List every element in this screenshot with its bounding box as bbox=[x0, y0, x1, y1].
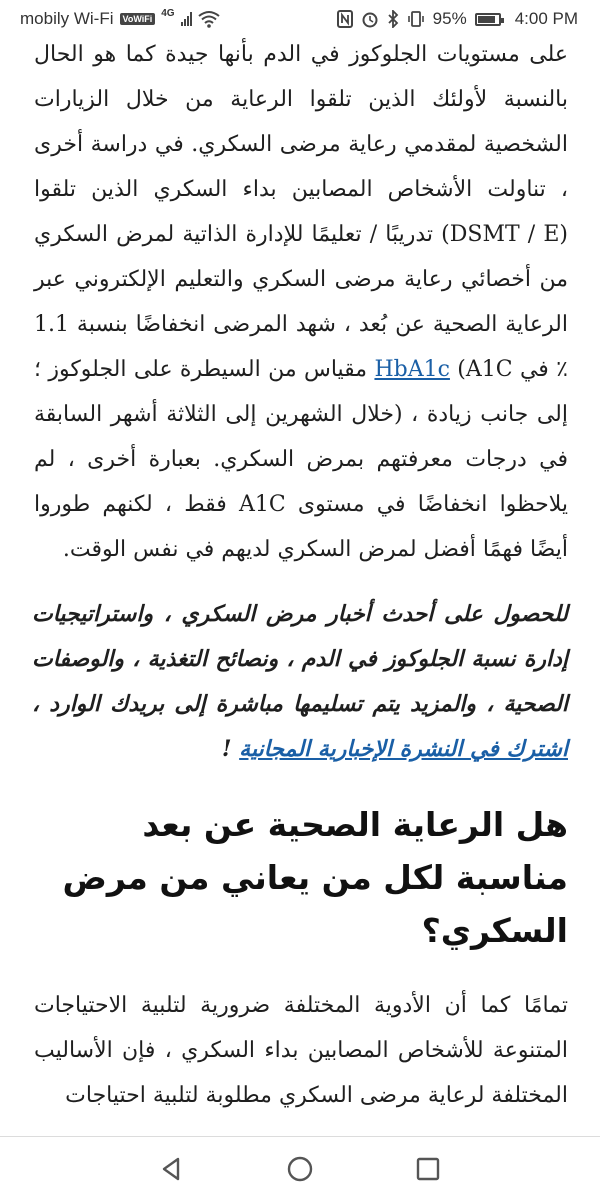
vowifi-badge: VoWiFi bbox=[120, 13, 156, 25]
network-type: 4G bbox=[161, 7, 175, 19]
status-left bbox=[20, 9, 220, 29]
battery-fill bbox=[478, 16, 495, 23]
wifi-icon bbox=[198, 10, 220, 28]
home-icon[interactable] bbox=[286, 1155, 314, 1183]
callout-text: للحصول على أحدث أخبار مرض السكري ، واستراتيجيات إدارة نسبة الجلوكوز في الدم ، ونصائح التغذية ، والوصفات الصحية ، والمزيد يتم تسليمها مباشرة إلى بريدك الوارد ، bbox=[32, 601, 568, 717]
vibrate-icon bbox=[407, 10, 425, 28]
recents-icon[interactable] bbox=[414, 1155, 442, 1183]
status-right bbox=[337, 9, 578, 29]
callout-end: ! bbox=[221, 736, 232, 762]
signal-icon bbox=[181, 12, 192, 26]
paragraph-text-continued: (A1C مقياس من السيطرة على الجلوكوز ؛ إلى جانب زيادة ، (خلال الشهرين إلى الثلاثة أشهر السابقة في درجات معرفتهم بمرض السكري. بعبارة أخرى ، لم يلاحظوا انخفاضًا في مستوى A1C فقط ، لكنهم طوروا أيضًا فهمًا أفضل لمرض السكري لديهم في نفس الوقت. bbox=[34, 357, 568, 562]
section-heading: هل الرعاية الصحية عن بعد مناسبة لكل من يعاني من مرض السكري؟ bbox=[62, 805, 568, 950]
article-content[interactable] bbox=[0, 32, 600, 1136]
bluetooth-icon bbox=[387, 10, 399, 28]
clock: 4:00 PM bbox=[514, 9, 578, 28]
navigation-bar bbox=[0, 1136, 600, 1201]
newsletter-subscribe-link[interactable]: اشترك في النشرة الإخبارية المجانية bbox=[239, 736, 568, 762]
hba1c-link[interactable]: HbA1c bbox=[374, 357, 450, 382]
battery-saver-icon bbox=[475, 13, 501, 26]
article-paragraph-2: تمامًا كما أن الأدوية المختلفة ضرورية لتلبية الاحتياجات المتنوعة للأشخاص المصابين بداء السكري ، فإن الأساليب المختلفة لرعاية مرضى السكري مطلوبة لتلبية احتياجات bbox=[34, 993, 568, 1108]
nfc-icon bbox=[337, 10, 353, 28]
battery-percent: 95% bbox=[432, 9, 467, 28]
newsletter-callout bbox=[0, 592, 600, 772]
paragraph-text: على مستويات الجلوكوز في الدم بأنها جيدة كما هو الحال بالنسبة لأولئك الذين تلقوا الرعاية من خلال الزيارات الشخصية لمقدمي رعاية مرضى السكري. في دراسة أخرى ، تناولت الأشخاص المصابين بداء السكري الذين تلقوا (DSMT / E) تدريبًا / تعليمًا للإدارة الذاتية لمرض السكري من أخصائي رعاية مرضى السكري والتعليم الإلكتروني عبر الرعاية الصحية عن بُعد ، شهد المرضى انخفاضًا بنسبة 1.1 ٪ في bbox=[34, 42, 568, 382]
back-icon[interactable] bbox=[158, 1155, 186, 1183]
carrier-label: mobily Wi-Fi bbox=[20, 9, 114, 28]
alarm-icon bbox=[361, 10, 379, 28]
article-paragraph bbox=[0, 32, 600, 572]
